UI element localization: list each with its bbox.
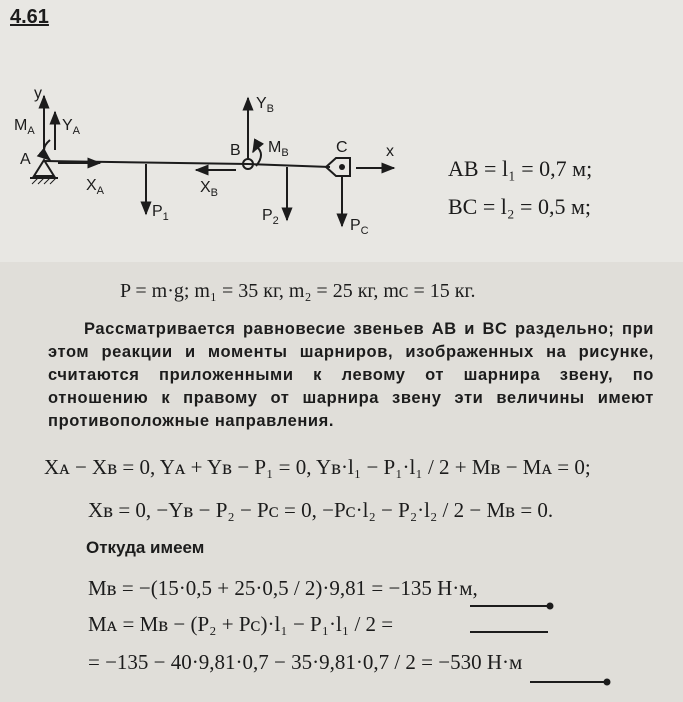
label-pc: $P_C$: [350, 217, 369, 237]
label-p1: $P_1$: [152, 203, 169, 223]
equation-bc: Xʙ = 0, −Yʙ − P₂ − Pᴄ = 0, −Pᴄ·l₂ − P₂·l₂ / 2 − Mʙ = 0.: [88, 498, 554, 522]
label-a: A: [20, 151, 31, 168]
result-mb: Mʙ = −(15·0,5 + 25·0,5 / 2)·9,81 = −135 Н·м,: [88, 576, 478, 600]
label-ma: $M_A$: [14, 117, 35, 137]
label-c: C: [336, 139, 348, 156]
label-b: B: [230, 142, 241, 159]
label-mb: $M_B$: [268, 139, 289, 159]
dimension-bc: BC = l₂ = 0,5 м;: [448, 194, 591, 219]
label-xa: $X_A$: [86, 177, 105, 197]
problem-number: 4.61: [10, 6, 49, 28]
label-x: x: [386, 143, 394, 160]
otkuda-label: Откуда имеем: [86, 538, 205, 557]
label-p2: $P_2$: [262, 207, 279, 227]
result-ma-value: = −135 − 40·9,81·0,7 − 35·9,81·0,7 / 2 = −530 Н·м: [88, 650, 523, 674]
label-ya: $Y_A$: [62, 117, 81, 137]
result-ma-formula: Mᴀ = Mʙ − (P₂ + Pᴄ)·l₁ − P₁·l₁ / 2 =: [88, 612, 394, 636]
label-yb: $Y_B$: [256, 95, 275, 115]
dimension-ab: AB = l₁ = 0,7 м;: [448, 156, 593, 181]
given-values: P = m·g; m₁ = 35 кг, m₂ = 25 кг, mᴄ = 15 кг.: [120, 280, 476, 302]
label-xb: $X_B$: [200, 179, 219, 199]
explanation-paragraph: Рассматривается равновесие звеньев AB и BC раздельно; при этом реакции и моменты шарниров, изображенных на рисунке, считаются приложенными к левому от шарнира звену, по отношению к правому от шарнира звену эти величины имеют противоположные направления.: [48, 320, 654, 430]
equation-ab: Xᴀ − Xʙ = 0, Yᴀ + Yʙ − P₁ = 0, Yʙ·l₁ − P₁·l₁ / 2 + Mʙ − Mᴀ = 0;: [44, 455, 591, 479]
label-y: y: [34, 85, 42, 102]
